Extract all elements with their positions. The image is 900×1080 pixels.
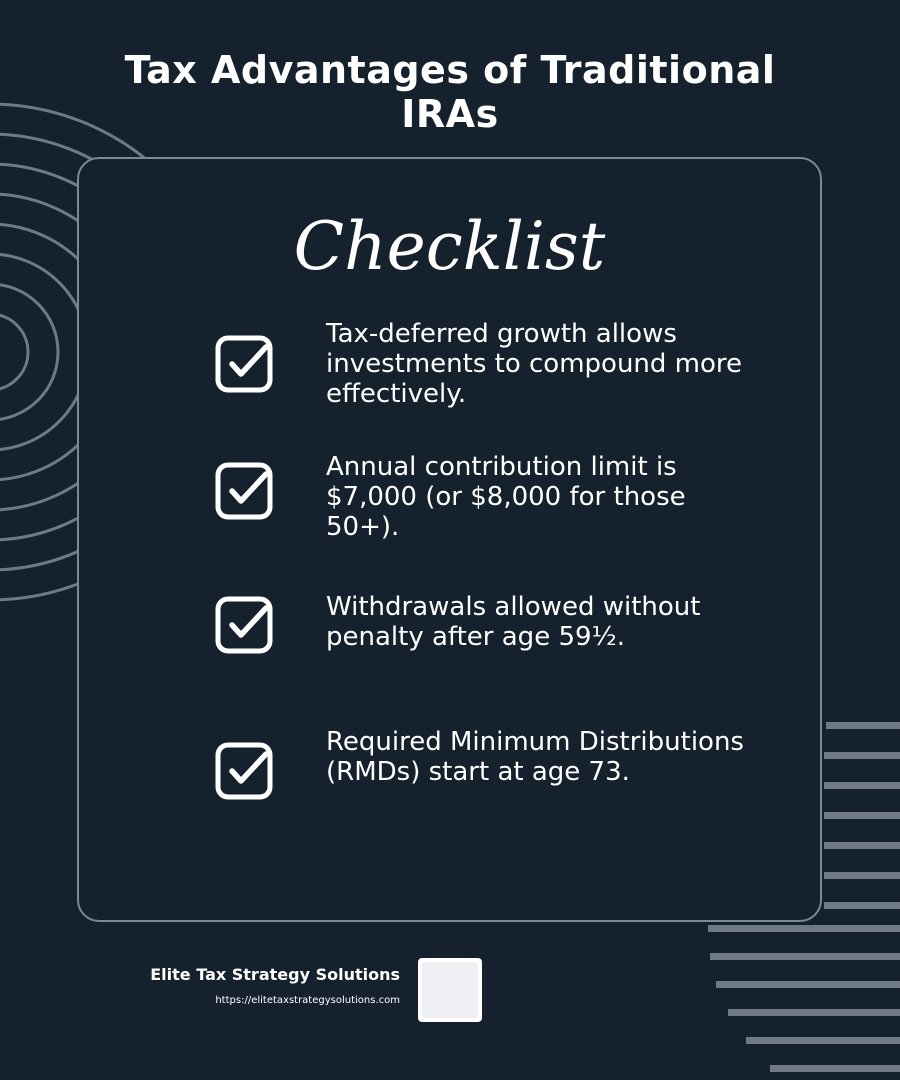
checklist-card — [77, 157, 822, 922]
checklist-item — [79, 452, 820, 562]
checklist-item — [79, 727, 820, 837]
checklist-item-text: Annual contribution limit is $7,000 (or $8,000 for those 50+). — [326, 452, 686, 542]
checklist-item-text: Tax-deferred growth allows investments to compound more effectively. — [326, 319, 743, 409]
company-logo-icon — [418, 958, 482, 1022]
checklist-item-text: Required Minimum Distributions (RMDs) start at age 73. — [326, 727, 744, 787]
company-name: Elite Tax Strategy Solutions — [150, 965, 400, 984]
checkbox-checked-icon — [215, 596, 275, 656]
page-title — [0, 48, 900, 136]
company-url-link[interactable]: https://elitetaxstrategysolutions.com — [215, 995, 400, 1006]
checkbox-checked-icon — [215, 462, 275, 522]
checklist-item — [79, 592, 820, 702]
page-title-line-1: Tax Advantages of Traditional — [124, 48, 776, 92]
checklist-heading: Checklist — [293, 208, 606, 285]
checkbox-checked-icon — [215, 335, 275, 395]
logo-placeholder — [422, 962, 478, 1018]
page-title-line-2: IRAs — [401, 92, 499, 136]
checklist-item-text: Withdrawals allowed without penalty after age 59½. — [326, 592, 701, 652]
checkbox-checked-icon — [215, 742, 275, 802]
checklist-item — [79, 319, 820, 429]
